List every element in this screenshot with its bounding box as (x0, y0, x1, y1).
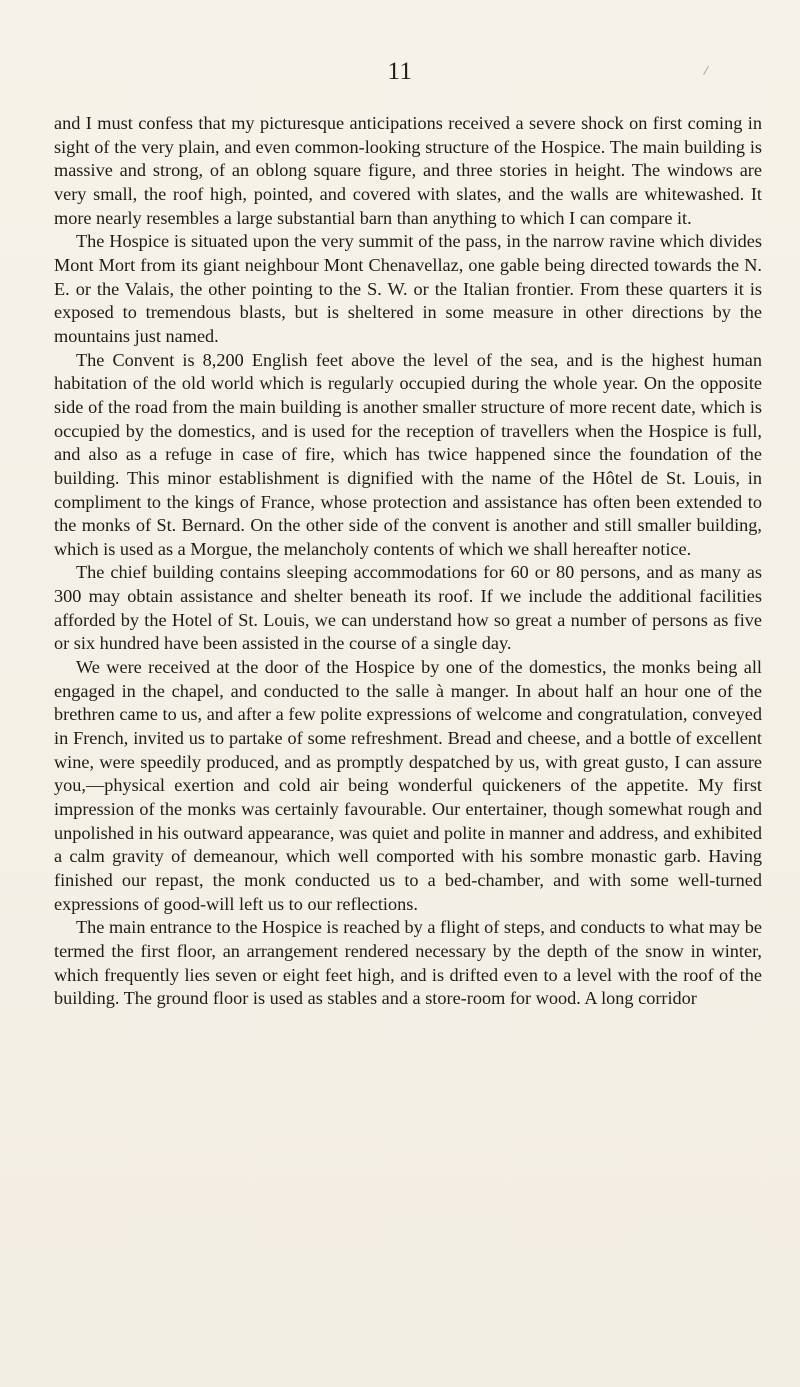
paragraph-5: We were received at the door of the Hospice by one of the domestics, the monks being all engaged in the chapel, and conducted to the salle à manger. In about half an hour one of the brethren came to us, and after a few polite expressions of welcome and congratulation, conveyed in French, invited us to partake of some refreshment. Bread and cheese, and a bottle of excellent wine, were speedily produced, and as promptly despatched by us, with great gusto, I can assure you,—physical exertion and cold air being wonderful quickeners of the appetite. My first impression of the monks was certainly favourable. Our entertainer, though somewhat rough and unpolished in his outward appearance, was quiet and polite in manner and address, and exhibited a calm gravity of demeanour, which well comported with his sombre monastic garb. Having finished our repast, the monk conducted us to a bed-chamber, and with some well-turned expressions of good-will left us to our reflections. (54, 657, 762, 914)
page-number: 11 (387, 58, 413, 85)
paragraph-2: The Hospice is situated upon the very summit of the pass, in the narrow ravine which divides Mont Mort from its giant neighbour Mont Chenavellaz, one gable being directed towards the N. E. or the Valais, the other pointing to the S. W. or the Italian frontier. From these quarters it is exposed to tremendous blasts, but is sheltered in some measure in other directions by the mountains just named. (54, 231, 762, 346)
paragraph-6: The main entrance to the Hospice is reached by a flight of steps, and conducts to what may be termed the first floor, an arrangement rendered necessary by the depth of the snow in winter, which frequently lies seven or eight feet high, and is drifted even to a level with the roof of the building. The ground floor is used as stables and a store-room for wood. A long corridor (54, 917, 762, 1009)
body-text (54, 112, 762, 1011)
paragraph-3: The Convent is 8,200 English feet above the level of the sea, and is the highest human habitation of the old world which is regularly occupied during the whole year. On the opposite side of the road from the main building is another smaller structure of more recent date, which is occupied by the domestics, and is used for the reception of travellers when the Hospice is full, and also as a refuge in case of fire, which has twice happened since the foundation of the building. This minor establishment is dignified with the name of the Hôtel de St. Louis, in compliment to the kings of France, whose protection and assistance has often been extended to the monks of St. Bernard. On the other side of the convent is another and still smaller building, which is used as a Morgue, the melancholy contents of which we shall hereafter notice. (54, 349, 762, 559)
paragraph-1: and I must confess that my picturesque anticipations received a severe shock on first coming in sight of the very plain, and even common-looking structure of the Hospice. The main building is massive and strong, of an oblong square figure, and three stories in height. The windows are very small, the roof high, pointed, and covered with slates, and the walls are whitewashed. It more nearly resembles a large substantial barn than anything to which I can compare it. (54, 113, 762, 228)
paragraph-4: The chief building contains sleeping accommodations for 60 or 80 persons, and as many as 300 may obtain assistance and shelter beneath its roof. If we include the additional facilities afforded by the Hotel of St. Louis, we can understand how so great a number of persons as five or six hundred have been assisted in the course of a single day. (54, 562, 762, 654)
